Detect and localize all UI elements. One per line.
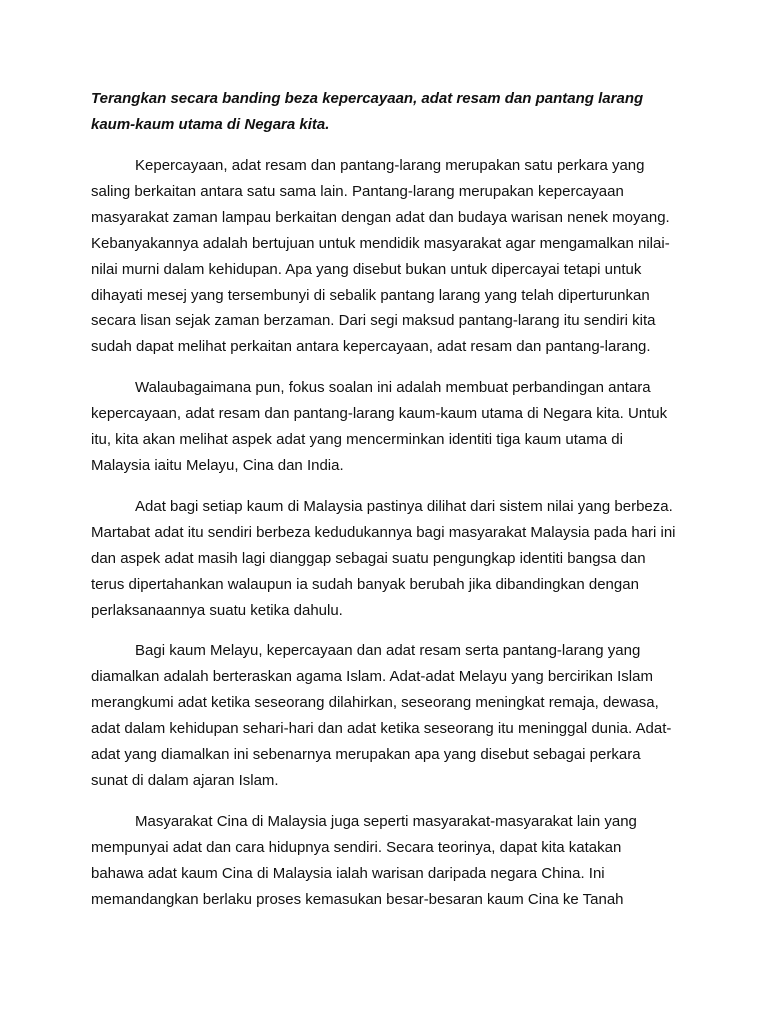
paragraph-intro [91,153,691,360]
text-line: Masyarakat Cina di Malaysia juga seperti masyarakat-masyarakat lain yang [135,812,637,830]
paragraph-values [91,494,691,624]
text-line: masyarakat zaman lampau berkaitan dengan adat dan budaya warisan nenek moyang. [91,208,670,226]
text-line: adat dalam kehidupan sehari-hari dan adat ketika seseorang itu meninggal dunia. Adat- [91,720,672,738]
text-line: dihayati mesej yang tersembunyi di sebalik pantang larang yang telah diperturunkan [91,286,650,304]
document-title [91,86,691,138]
document-page [91,86,691,927]
text-line: Kepercayaan, adat resam dan pantang-larang merupakan satu perkara yang [135,157,645,174]
title-line: kaum-kaum utama di Negara kita. [91,116,330,133]
text-line: nilai murni dalam kehidupan. Apa yang disebut bukan untuk dipercayai tetapi untuk [91,260,642,278]
text-line: memandangkan berlaku proses kemasukan besar-besaran kaum Cina ke Tanah [91,890,624,908]
text-line: merangkumi adat ketika seseorang dilahirkan, seseorang meningkat remaja, dewasa, [91,694,659,712]
text-line: Adat bagi setiap kaum di Malaysia pastinya dilihat dari sistem nilai yang berbeza. [135,497,673,515]
text-line: saling berkaitan antara satu sama lain. Pantang-larang merupakan kepercayaan [91,182,624,200]
text-line: secara lisan sejak zaman berzaman. Dari segi maksud pantang-larang itu sendiri kita [91,312,656,330]
text-line: mempunyai adat dan cara hidupnya sendiri. Secara teorinya, dapat kita katakan [91,838,622,856]
paragraph-focus [91,375,691,479]
text-line: terus dipertahankan walaupun ia sudah banyak berubah jika dibandingkan dengan [91,575,639,593]
text-line: kepercayaan, adat resam dan pantang-larang kaum-kaum utama di Negara kita. Untuk [91,405,668,423]
text-line: perlaksanaannya suatu ketika dahulu. [91,601,343,619]
text-line: Bagi kaum Melayu, kepercayaan dan adat resam serta pantang-larang yang [135,642,641,660]
paragraph-melayu [91,638,691,793]
text-line: bahawa adat kaum Cina di Malaysia ialah warisan daripada negara China. Ini [91,864,605,882]
text-line: Martabat adat itu sendiri berbeza kedudukannya bagi masyarakat Malaysia pada hari ini [91,523,676,541]
paragraph-cina [91,809,691,913]
text-line: itu, kita akan melihat aspek adat yang mencerminkan identiti tiga kaum utama di [91,431,623,449]
text-line: Malaysia iaitu Melayu, Cina dan India. [91,456,344,474]
text-line: sudah dapat melihat perkaitan antara kepercayaan, adat resam dan pantang-larang. [91,338,651,356]
text-line: Kebanyakannya adalah bertujuan untuk mendidik masyarakat agar mengamalkan nilai- [91,234,670,252]
text-line: sunat di dalam ajaran Islam. [91,771,279,789]
title-line: Terangkan secara banding beza kepercayaan, adat resam dan pantang larang [91,90,644,107]
text-line: diamalkan adalah berteraskan agama Islam. Adat-adat Melayu yang bercirikan Islam [91,668,653,686]
text-line: adat yang diamalkan ini sebenarnya merupakan apa yang disebut sebagai perkara [91,746,641,764]
text-line: Walaubagaimana pun, fokus soalan ini adalah membuat perbandingan antara [135,379,651,397]
text-line: dan aspek adat masih lagi dianggap sebagai suatu pengungkap identiti bangsa dan [91,549,646,567]
